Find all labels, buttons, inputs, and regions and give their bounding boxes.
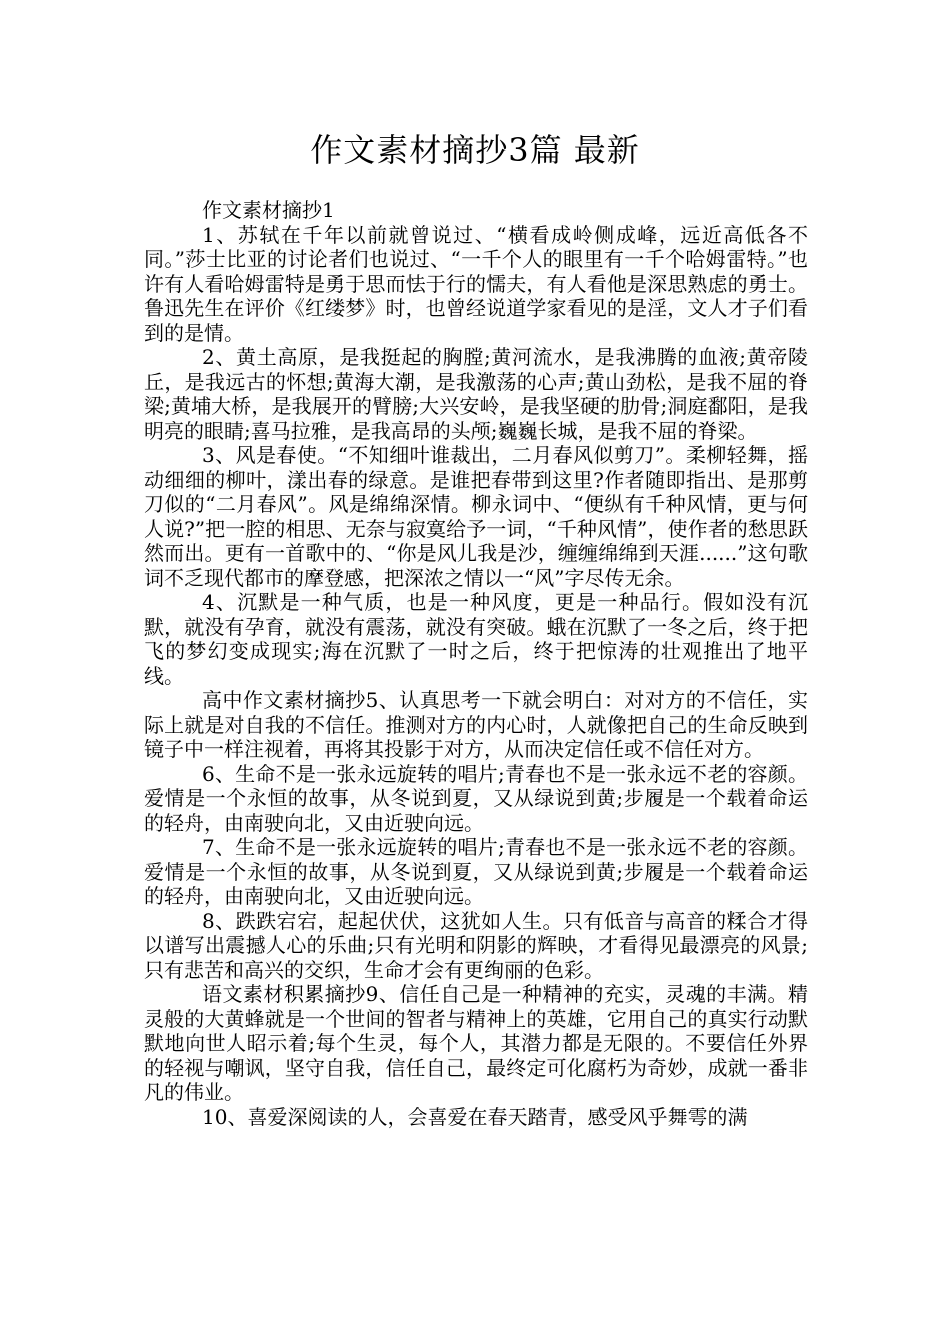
paragraph: 7、生命不是一张永远旋转的唱片;青春也不是一张永远不老的容颜。爱情是一个永恒的故事，从冬说到夏，又从绿说到黄;步履是一个载着命运的轻舟，由南驶向北，又由近驶向远。	[144, 835, 808, 908]
paragraph: 10、喜爱深阅读的人，会喜爱在春天踏青，感受风乎舞雩的满	[202, 1104, 748, 1129]
paragraph: 3、风是春使。“不知细叶谁裁出，二月春风似剪刀”。柔柳轻舞，摇动细细的柳叶，漾出春的绿意。是谁把春带到这里?作者随即指出、是那剪刀似的“二月春风”。风是绵绵深情。柳永词中、“便纵有千种风情，更与何人说?”把一腔的相思、无奈与寂寞给予一词，“千种风情”，使作者的愁思跃然而出。更有一首歌中的、“你是风儿我是沙，缠缠绵绵到天涯......”这句歌词不乏现代都市的摩登感，把深浓之情以一“风”字尽传无余。	[144, 443, 808, 590]
paragraph: 6、生命不是一张永远旋转的唱片;青春也不是一张永远不老的容颜。爱情是一个永恒的故事，从冬说到夏，又从绿说到黄;步履是一个载着命运的轻舟，由南驶向北，又由近驶向远。	[144, 761, 808, 835]
section-heading: 作文素材摘抄1	[202, 198, 335, 222]
document-title: 作文素材摘抄3篇 最新	[310, 131, 640, 169]
paragraph: 1、苏轼在千年以前就曾说过、“横看成岭侧成峰，远近高低各不同。”莎士比亚的讨论者们也说过、“一千个人的眼里有一千个哈姆雷特。”也许有人看哈姆雷特是勇于思而怯于行的懦夫，有人看他是深思熟虑的勇士。鲁迅先生在评价《红缕梦》时，也曾经说道学家看见的是淫，文人才子们看到的是情。	[144, 222, 808, 345]
paragraph: 8、跌跌宕宕，起起伏伏，这犹如人生。只有低音与高音的糅合才得以谱写出震撼人心的乐曲;只有光明和阴影的辉映，才看得见最漂亮的风景;只有悲苦和高兴的交织，生命才会有更绚丽的色彩。	[144, 908, 808, 982]
paragraph: 语文素材积累摘抄9、信任自己是一种精神的充实，灵魂的丰满。精灵般的大黄蜂就是一个世间的智者与精神上的英雄，它用自己的真实行动默默地向世人昭示着;每个生灵，每个人，其潜力都是无限的。不要信任外界的轻视与嘲讽，坚守自我，信任自己，最终定可化腐朽为奇妙，成就一番非凡的伟业。	[144, 982, 808, 1104]
paragraph: 高中作文素材摘抄5、认真思考一下就会明白：对对方的不信任，实际上就是对自我的不信任。推测对方的内心时，人就像把自己的生命反映到镜子中一样注视着，再将其投影于对方，从而决定信任或不信任对方。	[144, 688, 808, 761]
paragraph: 2、黄土高原，是我挺起的胸膛;黄河流水，是我沸腾的血液;黄帝陵丘，是我远古的怀想;黄海大潮，是我激荡的心声;黄山劲松，是我不屈的脊梁;黄埔大桥，是我展开的臂膀;大兴安岭，是我坚硬的肋骨;洞庭鄱阳，是我明亮的眼睛;喜马拉雅，是我高昂的头颅;巍巍长城，是我不屈的脊梁。	[144, 345, 808, 443]
document-body	[144, 198, 808, 1129]
paragraph: 4、沉默是一种气质，也是一种风度，更是一种品行。假如没有沉默，就没有孕育，就没有震荡，就没有突破。蛾在沉默了一冬之后，终于把飞的梦幻变成现实;海在沉默了一时之后，终于把惊涛的壮观推出了地平线。	[144, 590, 808, 688]
